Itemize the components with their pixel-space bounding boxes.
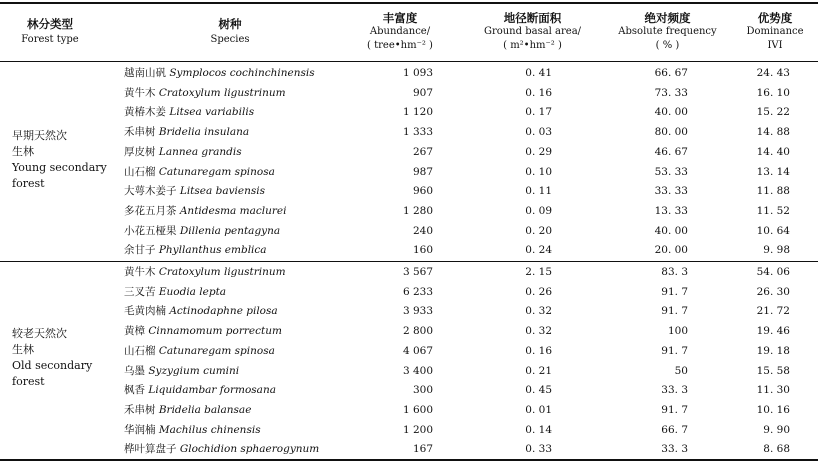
species-cell: [124, 344, 275, 358]
table-row: [0, 125, 818, 145]
frequency-cell: 100: [667, 325, 688, 338]
species-sci-name: Bridelia balansae: [158, 403, 252, 416]
header-basal-unit: ( m²•hm⁻² ): [503, 40, 562, 51]
dominance-cell: 8. 68: [763, 443, 790, 456]
species-sci-name: Cratoxylum ligustrinum: [158, 86, 286, 99]
dominance-cell: 16. 10: [756, 86, 790, 99]
basal-area-cell: 0. 32: [525, 305, 552, 318]
species-sci-name: Catunaregam spinosa: [158, 344, 275, 357]
group-old-cn-2: 生林: [12, 343, 34, 356]
abundance-cell: 960: [412, 185, 433, 198]
species-cn-name: 余甘子: [124, 244, 156, 257]
species-sci-name: Antidesma maclurei: [179, 204, 287, 217]
frequency-cell: 53. 33: [654, 165, 688, 178]
dominance-cell: 54. 06: [756, 266, 790, 278]
group-old-cn-1: 较老天然次: [12, 327, 67, 340]
species-cell: [124, 383, 276, 397]
basal-area-cell: 0. 26: [525, 285, 552, 298]
species-cell: [124, 265, 286, 279]
abundance-cell: 3 567: [402, 266, 433, 278]
group-young-en-1: Young secondary: [12, 161, 107, 174]
dominance-cell: 15. 58: [756, 364, 790, 377]
dominance-cell: 21. 72: [756, 305, 790, 318]
table-row: [0, 285, 818, 305]
species-sci-name: Liquidambar formosana: [148, 384, 276, 397]
species-sci-name: Symplocos cochinchinensis: [169, 67, 315, 79]
dominance-cell: 11. 88: [756, 185, 790, 198]
table-row: [0, 165, 818, 185]
header-forest-type-cn: 林分类型: [27, 17, 73, 31]
abundance-cell: 3 933: [402, 305, 433, 318]
species-cell: [124, 285, 226, 299]
abundance-cell: 1 600: [402, 403, 433, 416]
species-sci-name: Dillenia pentagyna: [179, 224, 281, 237]
frequency-cell: 33. 33: [654, 185, 688, 198]
dominance-cell: 9. 98: [763, 244, 790, 257]
species-cn-name: 黄樟: [124, 325, 145, 338]
species-cn-name: 三叉苦: [124, 285, 156, 298]
species-cn-name: 山石榴: [124, 165, 156, 178]
abundance-cell: 1 093: [402, 67, 433, 79]
species-cn-name: 多花五月茶: [124, 204, 177, 217]
basal-area-cell: 0. 16: [525, 86, 552, 99]
abundance-cell: 2 800: [402, 325, 433, 338]
frequency-cell: 33. 3: [661, 443, 688, 456]
table-row: [0, 423, 818, 443]
basal-area-cell: 0. 10: [525, 165, 552, 178]
species-cell: [124, 364, 239, 378]
abundance-cell: 3 400: [402, 364, 433, 377]
frequency-cell: 91. 7: [661, 305, 688, 318]
species-cell: [124, 184, 265, 198]
frequency-cell: 40. 00: [654, 106, 688, 119]
header-abundance-cn: 丰富度: [382, 11, 418, 25]
header-abundance-unit: ( tree•hm⁻² ): [367, 40, 433, 51]
species-sci-name: Lannea grandis: [158, 145, 242, 158]
header-species-cn: 树种: [218, 17, 242, 31]
table-row: [0, 243, 818, 263]
basal-area-cell: 0. 11: [525, 185, 552, 198]
table-row: [0, 265, 818, 285]
header-rule: [0, 61, 818, 62]
species-cn-name: 山石榴: [124, 344, 156, 357]
table-row: [0, 383, 818, 403]
species-cell: [124, 224, 280, 238]
species-cell: [124, 204, 286, 218]
species-cn-name: 厚皮树: [124, 145, 156, 158]
species-sci-name: Actinodaphne pilosa: [169, 305, 278, 318]
species-sci-name: Catunaregam spinosa: [158, 165, 275, 178]
table-row: [0, 364, 818, 384]
abundance-cell: 300: [412, 384, 433, 397]
group-young-en-2: forest: [12, 177, 45, 190]
frequency-cell: 40. 00: [654, 224, 688, 237]
basal-area-cell: 0. 21: [525, 364, 552, 377]
abundance-cell: 987: [412, 165, 433, 178]
species-sci-name: Machilus chinensis: [158, 423, 261, 436]
basal-area-cell: 0. 45: [525, 384, 552, 397]
abundance-cell: 1 280: [402, 204, 433, 217]
header-freq-unit: ( % ): [655, 40, 680, 51]
bottom-rule: [0, 459, 818, 461]
dominance-cell: 14. 88: [756, 126, 790, 139]
dominance-cell: 14. 40: [756, 145, 790, 158]
abundance-cell: 160: [412, 244, 433, 257]
species-cn-name: 黄牛木: [124, 266, 156, 278]
species-cell: [124, 243, 267, 257]
abundance-cell: 1 333: [402, 126, 433, 139]
abundance-cell: 6 233: [402, 285, 433, 298]
table-row: [0, 403, 818, 423]
species-sci-name: Cinnamomum porrectum: [148, 325, 282, 338]
species-cell: [124, 66, 315, 80]
species-sci-name: Litsea baviensis: [179, 185, 265, 198]
abundance-cell: 1 200: [402, 423, 433, 436]
frequency-cell: 66. 67: [654, 67, 688, 79]
frequency-cell: 91. 7: [661, 344, 688, 357]
species-cn-name: 禾串树: [124, 126, 156, 139]
species-cn-name: 毛黄肉楠: [124, 305, 166, 318]
species-sci-name: Glochidion sphaerogynum: [179, 443, 320, 456]
species-cn-name: 越南山矾: [124, 67, 166, 79]
table-row: [0, 344, 818, 364]
header-basal-cn: 地径断面积: [503, 11, 562, 25]
group-young-cn-1: 早期天然次: [12, 129, 67, 142]
table-row: [0, 324, 818, 344]
species-sci-name: Cratoxylum ligustrinum: [158, 266, 286, 278]
species-cn-name: 大萼木姜子: [124, 185, 177, 198]
frequency-cell: 50: [674, 364, 688, 377]
frequency-cell: 73. 33: [654, 86, 688, 99]
dominance-cell: 11. 52: [756, 204, 790, 217]
abundance-cell: 4 067: [402, 344, 433, 357]
basal-area-cell: 0. 16: [525, 344, 552, 357]
frequency-cell: 20. 00: [654, 244, 688, 257]
species-cell: [124, 403, 251, 417]
dominance-cell: 26. 30: [756, 285, 790, 298]
frequency-cell: 91. 7: [661, 403, 688, 416]
species-cell: [124, 304, 278, 318]
frequency-cell: 80. 00: [654, 126, 688, 139]
table-row: [0, 224, 818, 244]
dominance-cell: 19. 18: [756, 344, 790, 357]
basal-area-cell: 2. 15: [525, 266, 552, 278]
species-cell: [124, 423, 261, 437]
abundance-cell: 240: [412, 224, 433, 237]
frequency-cell: 13. 33: [654, 204, 688, 217]
frequency-cell: 46. 67: [654, 145, 688, 158]
species-cell: [124, 105, 254, 119]
species-cn-name: 桦叶算盘子: [124, 443, 177, 456]
species-sci-name: Litsea variabilis: [169, 106, 255, 119]
species-cn-name: 禾串树: [124, 403, 156, 416]
dominance-cell: 10. 64: [756, 224, 790, 237]
basal-area-cell: 0. 41: [525, 67, 552, 79]
species-cn-name: 枫香: [124, 384, 145, 397]
abundance-cell: 1 120: [402, 106, 433, 119]
table-row: [0, 66, 818, 86]
top-rule: [0, 2, 818, 4]
frequency-cell: 83. 3: [661, 266, 688, 278]
species-cn-name: 黄牛木: [124, 86, 156, 99]
table-row: [0, 184, 818, 204]
header-dominance-ivi: IVI: [767, 40, 783, 51]
species-cell: [124, 86, 286, 100]
frequency-cell: 91. 7: [661, 285, 688, 298]
header-dominance-cn: 优势度: [757, 11, 793, 25]
abundance-cell: 907: [412, 86, 433, 99]
frequency-cell: 66. 7: [661, 423, 688, 436]
dominance-cell: 24. 43: [756, 67, 790, 79]
header-freq-cn: 绝对频度: [644, 11, 691, 25]
dominance-cell: 19. 46: [756, 325, 790, 338]
frequency-cell: 33. 3: [661, 384, 688, 397]
basal-area-cell: 0. 29: [525, 145, 552, 158]
table-row: [0, 105, 818, 125]
basal-area-cell: 0. 14: [525, 423, 552, 436]
species-sci-name: Syzygium cumini: [148, 364, 240, 377]
species-sci-name: Phyllanthus emblica: [158, 244, 267, 257]
table-row: [0, 204, 818, 224]
header-basal-en: Ground basal area/: [483, 26, 582, 37]
header-dominance-en: Dominance: [746, 26, 804, 37]
species-cell: [124, 145, 242, 159]
group-old-en-1: Old secondary: [12, 359, 93, 372]
group-young-cn-2: 生林: [12, 145, 34, 158]
species-cell: [124, 165, 275, 179]
species-cn-name: 小花五桠果: [124, 224, 177, 237]
basal-area-cell: 0. 32: [525, 325, 552, 338]
species-sci-name: Euodia lepta: [158, 285, 227, 298]
species-cell: [124, 125, 249, 139]
basal-area-cell: 0. 03: [525, 126, 552, 139]
basal-area-cell: 0. 17: [525, 106, 552, 119]
table-row: [0, 86, 818, 106]
group-old-en-2: forest: [12, 375, 45, 388]
species-sci-name: Bridelia insulana: [158, 126, 250, 139]
species-cn-name: 华润楠: [124, 423, 156, 436]
dominance-cell: 11. 30: [756, 384, 790, 397]
header-abundance-en: Abundance/: [369, 26, 431, 37]
species-cn-name: 黄椿木姜: [124, 106, 166, 119]
table-row: [0, 304, 818, 324]
dominance-cell: 10. 16: [756, 403, 790, 416]
basal-area-cell: 0. 01: [525, 403, 552, 416]
basal-area-cell: 0. 33: [525, 443, 552, 456]
header-forest-type-en: Forest type: [21, 34, 79, 45]
dominance-cell: 13. 14: [756, 165, 790, 178]
basal-area-cell: 0. 20: [525, 224, 552, 237]
basal-area-cell: 0. 24: [525, 244, 552, 257]
abundance-cell: 167: [412, 443, 433, 456]
header-species-en: Species: [210, 34, 250, 45]
species-cell: [124, 324, 282, 338]
dominance-cell: 9. 90: [763, 423, 790, 436]
dominance-cell: 15. 22: [756, 106, 790, 119]
abundance-cell: 267: [412, 145, 433, 158]
header-freq-en: Absolute frequency: [618, 26, 717, 37]
species-cell: [124, 442, 319, 456]
table-row: [0, 145, 818, 165]
basal-area-cell: 0. 09: [525, 204, 552, 217]
species-cn-name: 乌墨: [124, 364, 145, 377]
